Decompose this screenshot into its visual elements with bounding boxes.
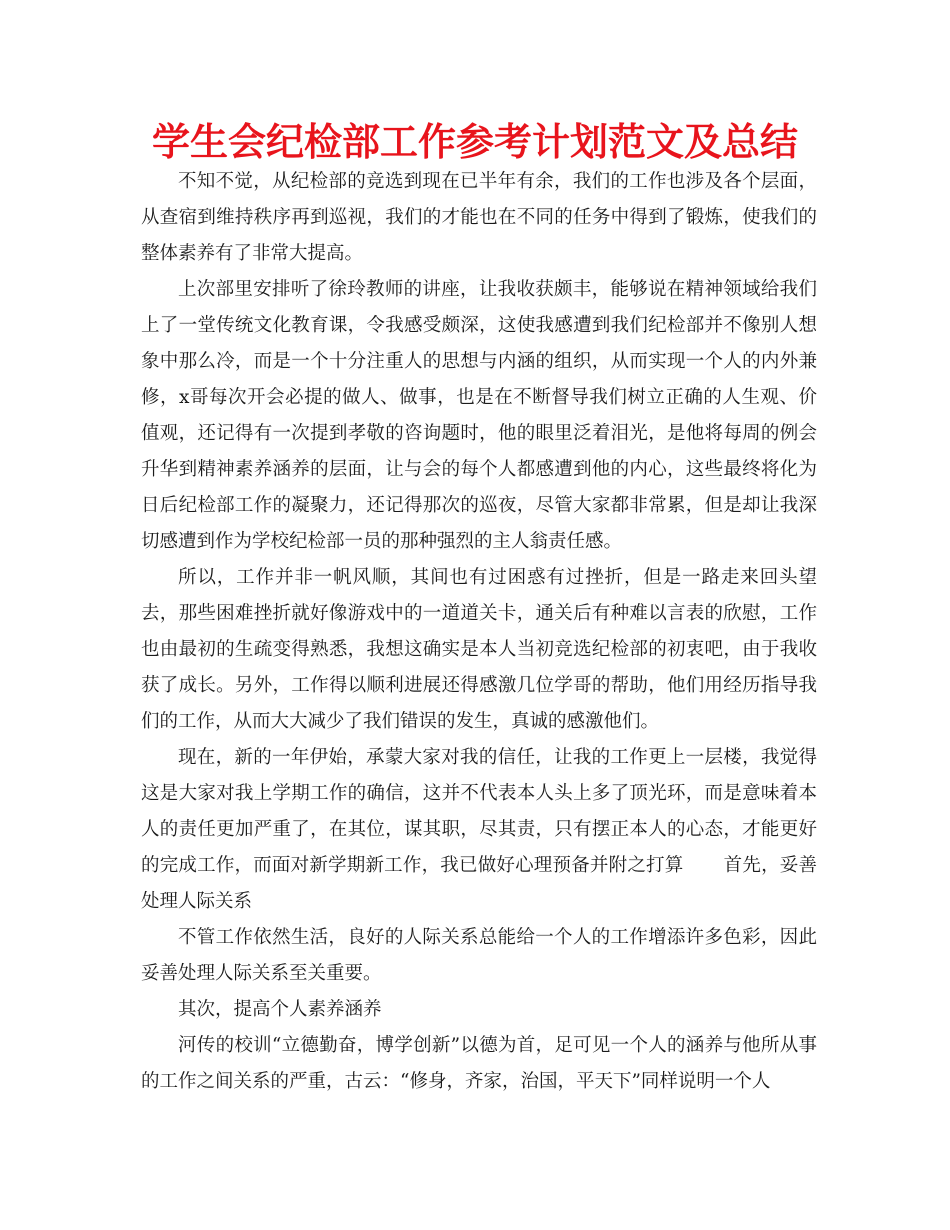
paragraph-1: 不知不觉，从纪检部的竞选到现在已半年有余，我们的工作也涉及各个层面，从查宿到维持秩序再到巡视，我们的才能也在不同的任务中得到了锻炼，使我们的整体素养有了非常大提高。 [141, 171, 817, 264]
paragraph-6: 其次，提高个人素养涵养 [178, 999, 382, 1020]
paragraph-3: 所以，工作并非一帆风顺，其间也有过困惑有过挫折，但是一路走来回头望去，那些困难挫折就好像游戏中的一道道关卡，通关后有种难以言表的欣慰，工作也由最初的生疏变得熟悉，我想这确实是本人当初竞选纪检部的初衷吧，由于我收获了成长。另外，工作得以顺利进展还得感激几位学哥的帮助，他们用经历指导我们的工作，从而大大减少了我们错误的发生，真诚的感激他们。 [141, 567, 817, 732]
paragraph-4 [141, 740, 817, 920]
document-title: 学生会纪检部工作参考计划范文及总结 [151, 120, 798, 164]
paragraph-5: 不管工作依然生活，良好的人际关系总能给一个人的工作增添许多色彩，因此妥善处理人际关系至关重要。 [141, 927, 817, 984]
paragraph-4-tail: 首先，妥善处理人际关系 [141, 855, 817, 912]
paragraph-7: 河传的校训“立德勤奋，博学创新”以德为首，足可见一个人的涵养与他所从事的工作之间关系的严重，古云：“修身，齐家，治国，平天下”同样说明一个人 [141, 1035, 817, 1092]
document-body [141, 164, 817, 1100]
paragraph-4-main: 现在，新的一年伊始，承蒙大家对我的信任，让我的工作更上一层楼，我觉得这是大家对我上学期工作的确信，这并不代表本人头上多了顶光环，而是意味着本人的责任更加严重了，在其位，谋其职，尽其责，只有摆正本人的心态，才能更好的完成工作，而面对新学期新工作，我已做好心理预备并附之打算 [141, 747, 817, 876]
paragraph-2: 上次部里安排听了徐玲教师的讲座，让我收获颇丰，能够说在精神领域给我们上了一堂传统文化教育课，令我感受颇深，这使我感遭到我们纪检部并不像别人想象中那么冷，而是一个十分注重人的思想与内涵的组织，从而实现一个人的内外兼修，x哥每次开会必提的做人、做事，也是在不断督导我们树立正确的人生观、价值观，还记得有一次提到孝敬的咨询题时，他的眼里泛着泪光，是他将每周的例会升华到精神素养涵养的层面，让与会的每个人都感遭到他的内心，这些最终将化为日后纪检部工作的凝聚力，还记得那次的巡夜，尽管大家都非常累，但是却让我深切感遭到作为学校纪检部一员的那种强烈的主人翁责任感。 [141, 279, 817, 552]
